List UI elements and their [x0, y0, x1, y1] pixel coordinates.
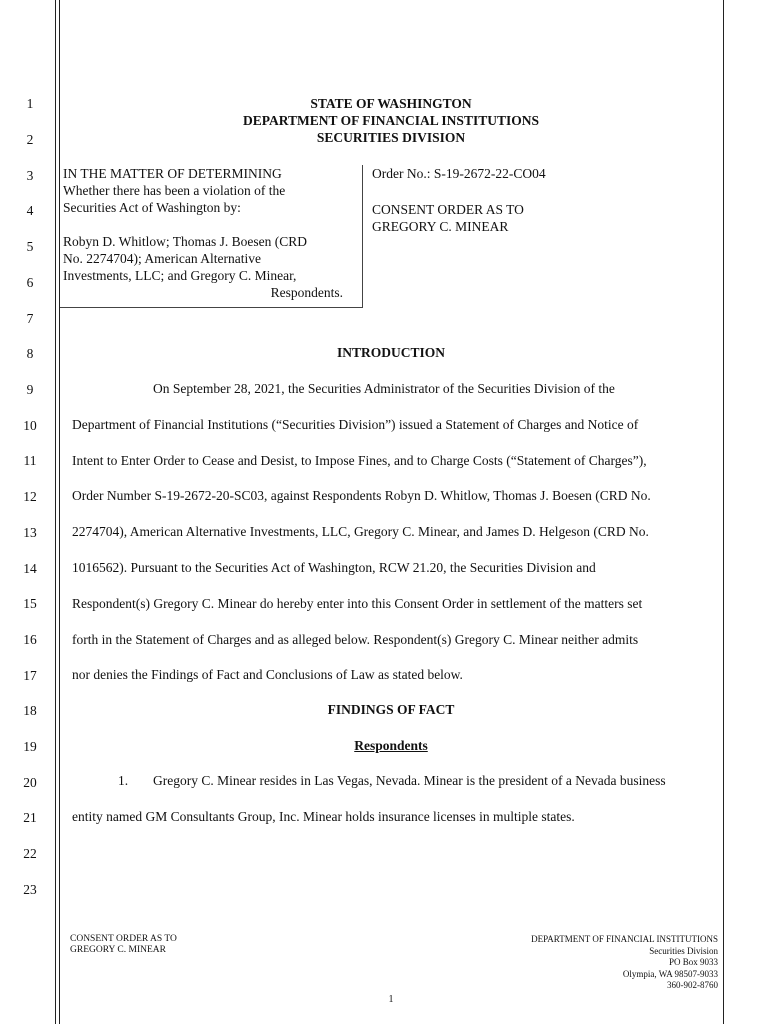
caption-divider-horizontal [60, 307, 363, 308]
introduction-paragraph [72, 371, 716, 693]
parties-line: Investments, LLC; and Gregory C. Minear, [63, 268, 297, 283]
line-number: 6 [26, 275, 34, 290]
footer-agency-address [531, 934, 718, 992]
line-number: 1 [26, 96, 34, 111]
case-caption-order [372, 165, 712, 235]
footer-right-line: PO Box 9033 [668, 957, 718, 967]
finding-paragraph-1 [72, 763, 716, 835]
line-number: 7 [26, 311, 34, 326]
caption-divider-vertical [362, 165, 363, 307]
finding-text: Gregory C. Minear resides in Las Vegas, Nevada. Minear is the president of a Nevada business [153, 773, 666, 788]
page-number: 1 [388, 994, 394, 1005]
left-margin-rule-outer [55, 0, 56, 1024]
paragraph-line: Respondent(s) Gregory C. Minear do hereby enter into this Consent Order in settlement of the matters set [72, 595, 643, 611]
line-number: 19 [23, 739, 37, 754]
paragraph-line: 1016562). Pursuant to the Securities Act of Washington, RCW 21.20, the Securities Division and [72, 559, 596, 575]
matter-line: IN THE MATTER OF DETERMINING [63, 166, 282, 181]
header-state: STATE OF WASHINGTON [310, 96, 472, 111]
paragraph-line: Order Number S-19-2672-20-SC03, against Respondents Robyn D. Whitlow, Thomas J. Boesen (CRD No. [72, 488, 651, 504]
paragraph-line: On September 28, 2021, the Securities Administrator of the Securities Division of the [153, 381, 615, 396]
line-number: 13 [23, 525, 37, 540]
matter-line: Whether there has been a violation of the [63, 183, 286, 198]
line-number: 22 [23, 846, 37, 861]
parties-line: No. 2274704); American Alternative [63, 251, 261, 266]
case-caption-parties [63, 165, 343, 301]
caption-spacer [372, 182, 712, 201]
line-number: 10 [23, 418, 37, 433]
paragraph-line: entity named GM Consultants Group, Inc. Minear holds insurance licenses in multiple states. [72, 808, 575, 824]
line-number: 16 [23, 632, 37, 647]
footer-right-line: Olympia, WA 98507-9033 [622, 968, 718, 979]
paragraph-line [72, 763, 716, 799]
footer-right-line: Securities Division [649, 945, 718, 956]
footer-left-line: GREGORY C. MINEAR [70, 945, 166, 955]
line-number: 14 [23, 561, 37, 576]
line-number: 20 [23, 775, 37, 790]
line-number: 12 [23, 489, 37, 504]
line-number: 5 [26, 239, 34, 254]
caption-spacer [63, 216, 343, 233]
paragraph-line: forth in the Statement of Charges and as alleged below. Respondent(s) Gregory C. Minear neither admits [72, 631, 639, 647]
line-number: 2 [26, 132, 34, 147]
order-title: CONSENT ORDER AS TO [372, 202, 524, 217]
line-number: 4 [26, 203, 34, 218]
footer-document-title [70, 934, 177, 956]
matter-line: Securities Act of Washington by: [63, 200, 241, 215]
line-number: 9 [26, 382, 34, 397]
line-number: 23 [23, 882, 37, 897]
section-heading-introduction: INTRODUCTION [336, 345, 445, 360]
line-number: 17 [23, 668, 37, 683]
order-title: GREGORY C. MINEAR [372, 219, 509, 234]
header-department: DEPARTMENT OF FINANCIAL INSTITUTIONS [243, 113, 539, 128]
line-number: 3 [26, 168, 34, 183]
paragraph-line: nor denies the Findings of Fact and Conclusions of Law as stated below. [72, 667, 463, 683]
footer-right-line: DEPARTMENT OF FINANCIAL INSTITUTIONS [531, 934, 718, 944]
left-margin-rule-inner [59, 0, 60, 1024]
header-division: SECURITIES DIVISION [316, 130, 466, 145]
order-number: Order No.: S-19-2672-22-CO04 [372, 166, 546, 181]
finding-number: 1. [118, 773, 129, 788]
line-number: 8 [26, 346, 34, 361]
parties-line: Robyn D. Whitlow; Thomas J. Boesen (CRD [63, 234, 308, 249]
respondents-label: Respondents. [270, 285, 343, 300]
footer-left-line: CONSENT ORDER AS TO [70, 934, 177, 944]
line-number: 21 [23, 810, 37, 825]
line-number: 11 [23, 453, 37, 468]
line-number: 18 [23, 703, 37, 718]
footer-right-line: 360-902-8760 [667, 980, 718, 990]
section-heading-findings: FINDINGS OF FACT [327, 702, 455, 717]
paragraph-line: 2274704), American Alternative Investments, LLC, Gregory C. Minear, and James D. Helgeson (CRD No. [72, 524, 649, 540]
paragraph-line: Intent to Enter Order to Cease and Desist, to Impose Fines, and to Charge Costs (“Statement of Charges”), [72, 452, 647, 468]
right-margin-rule [723, 0, 724, 1024]
subheading-respondents: Respondents [354, 738, 428, 753]
line-number: 15 [23, 596, 37, 611]
paragraph-line: Department of Financial Institutions (“Securities Division”) issued a Statement of Charges and Notice of [72, 416, 639, 432]
agency-header [60, 95, 722, 146]
